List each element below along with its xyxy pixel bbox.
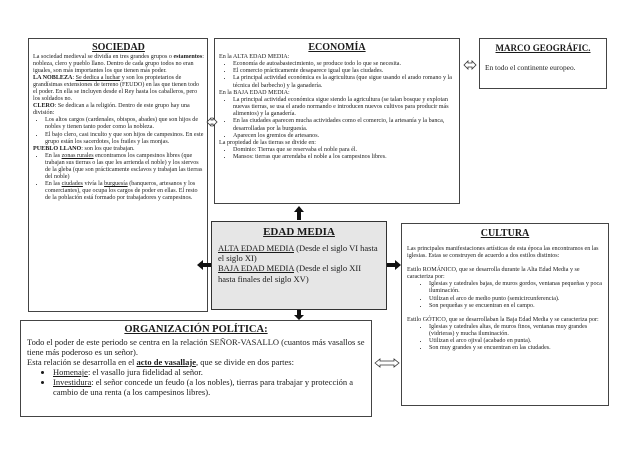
- organizacion-box: [20, 320, 372, 417]
- investidura-term: Investidura: [53, 377, 92, 388]
- list-item: • Iglesias y catedrales bajas, de muros gordos, ventanas pequeñas y poca iluminación.: [429, 281, 603, 295]
- baja-edad-media: BAJA EDAD MEDIA (Desde el siglo XII hasta finales del siglo XV): [218, 263, 362, 284]
- list-item: • Mansos: tierras que arrendaba el noble a los campesinos libres.: [233, 154, 455, 161]
- list-item: • Son muy grandes y se encuentran en las ciudades.: [429, 345, 603, 352]
- organizacion-title: ORGANIZACIÓN POLÍTICA:: [124, 324, 268, 335]
- cultura-title: CULTURA: [480, 228, 530, 239]
- double-arrow-economia-marco: [463, 60, 477, 70]
- list-item: • Aparecen los gremios de artesanos.: [233, 133, 455, 140]
- clero-term: CLERO: [33, 103, 55, 110]
- economia-box: [214, 38, 460, 204]
- marco-text: En todo el continente europeo.: [485, 63, 576, 72]
- organizacion-list: [27, 367, 365, 397]
- list-item: • Los altos cargos (cardenales, obispos, abades) que son hijos de nobles y tienen tanto poder como la nobleza.: [45, 117, 204, 131]
- sociedad-box: [28, 38, 208, 312]
- list-item: • Homenaje: el vasallo jura fidelidad al señor.: [53, 367, 365, 377]
- economia-title: ECONOMÍA: [308, 42, 366, 53]
- romanico-list: [407, 281, 603, 309]
- marco-box: [479, 38, 607, 89]
- spacer: [407, 310, 603, 317]
- list-item: • Iglesias y catedrales altas, de muros finos, ventanas muy grandes (vidrieras) y mucha iluminación.: [429, 324, 603, 338]
- baja-list: [219, 97, 455, 140]
- list-item: • La principal actividad económica es la agricultura (que sigue usando el arado romano y la técnica del barbecho) y la ganadería.: [233, 75, 455, 89]
- sociedad-title: SOCIEDAD: [92, 42, 145, 53]
- left-arrow-edad-sociedad: [197, 260, 211, 270]
- alta-list: [219, 61, 455, 90]
- baja-label: En la BAJA EDAD MEDIA:: [219, 89, 290, 96]
- edad-media-title: EDAD MEDIA: [263, 226, 335, 238]
- sociedad-intro: La sociedad medieval se dividía en tres grandes grupos o estamentos: nobleza, clero y pueblo llano. Dentro de cada grupo todos no eran iguales, son más importantes los que tienen más poder.: [33, 54, 204, 75]
- list-item: • Investidura: el señor concede un feudo (a los nobles), tierras para trabajar y protección a cambio de una renta (a los campesinos libres).: [53, 377, 365, 397]
- alta-label: En la ALTA EDAD MEDIA:: [219, 54, 290, 60]
- propiedad-label: La propiedad de las tierras se divide en:: [219, 139, 316, 146]
- gotico-list: [407, 324, 603, 352]
- list-item: • El bajo clero, casi inculto y que son hijos de campesinos. En este grupo están los sacerdotes, los frailes y las monjas.: [45, 132, 204, 146]
- list-item: • En las zonas rurales encontramos los campesinos libres (que trabajan sus tierras o las que les arrienda el noble) y los siervos de la gleba (que son prácticamente esclavos y trabajan las tierras del noble): [45, 153, 204, 181]
- marco-title: MARCO GEOGRÁFIC.: [495, 43, 591, 53]
- pueblo-term: PUEBLO LLANO: [33, 145, 82, 152]
- homenaje-term: Homenaje: [53, 367, 88, 378]
- up-arrow-edad-economia: [294, 206, 304, 220]
- list-item: • En las ciudades aparecen mucha actividades como el comercio, la artesanía y la banca, desarrolladas por la burguesía.: [233, 118, 455, 132]
- list-item: • Utilizan el arco ojival (acabado en punta).: [429, 338, 603, 345]
- vasallaje-term: acto de vasallaje: [136, 357, 197, 368]
- clero-paragraph: CLERO: Se dedican a la religión. Dentro de este grupo hay una división:: [33, 103, 190, 117]
- list-item: • La principal actividad económica sigue siendo la agricultura (se talan bosque y explotan nuevas tierras, se usa el arado normando e introducen nuevos cultivos para producir más alimentos) y la ganadería.: [233, 97, 455, 118]
- list-item: • Son pequeñas y se encuentran en el campo.: [429, 303, 603, 310]
- double-arrow-sociedad-economia: [206, 117, 218, 127]
- list-item: • Dominio: Tierras que se reservaba el noble para él.: [233, 147, 455, 154]
- estamentos-term: estamentos: [173, 54, 203, 60]
- list-item: • En las ciudades vivía la burguesía (banqueros, artesanos y los comerciantes), que ocupa los cargos de poder en ellas. El resto de la población está formado por trabajadores y campesinos.: [45, 181, 204, 202]
- down-arrow-edad-organizacion: [294, 310, 304, 320]
- double-arrow-organizacion-cultura: [374, 358, 400, 368]
- gotico-text: Estilo GÓTICO, que se desarrollaban la Baja Edad Media y se caracteriza por:: [407, 316, 599, 323]
- list-item: • Utilizan el arco de medio punto (semicircunferencia).: [429, 296, 603, 303]
- edad-media-box: [211, 221, 387, 310]
- cultura-intro: Las principales manifestaciones artísticas de esta época las encontramos en las iglesias. Estas se construyen de acuerdo a dos estilos distintos:: [407, 246, 599, 260]
- pueblo-paragraph: PUEBLO LLANO: son los que trabajan.: [33, 145, 135, 152]
- propiedad-list: [219, 147, 455, 161]
- list-item: • Economía de autoabastecimiento, se produce todo lo que se necesita.: [233, 61, 455, 68]
- alta-edad-media: ALTA EDAD MEDIA (Desde el siglo VI hasta el siglo XI): [218, 243, 378, 264]
- list-item: • El comercio prácticamente desaparece igual que las ciudades.: [233, 68, 455, 75]
- nobleza-paragraph: LA NOBLEZA: Se dedica a luchar y son los propietarios de grandísimas extensiones de terreno (FEUDO) en las que tienen todo el poder. En ella se incluyen desde el Rey hasta los caballeros, pero los soldados no.: [33, 75, 200, 103]
- cultura-box: [401, 223, 609, 406]
- right-arrow-edad-cultura: [387, 260, 401, 270]
- nobleza-term: LA NOBLEZA: [33, 75, 73, 82]
- romanico-text: Estilo ROMÁNICO, que se desarrolla durante la Alta Edad Media y se caracteriza por:: [407, 267, 580, 281]
- organizacion-p1: Todo el poder de este periodo se centra en la relación SEÑOR-VASALLO (cuantos más vasallos se tiene más poderoso es un señor).: [27, 337, 365, 358]
- organizacion-p2: Esta relación se desarrolla en el acto de vasallaje, que se divide en dos partes:: [27, 357, 294, 368]
- clero-list: [33, 117, 204, 145]
- pueblo-list: [33, 153, 204, 202]
